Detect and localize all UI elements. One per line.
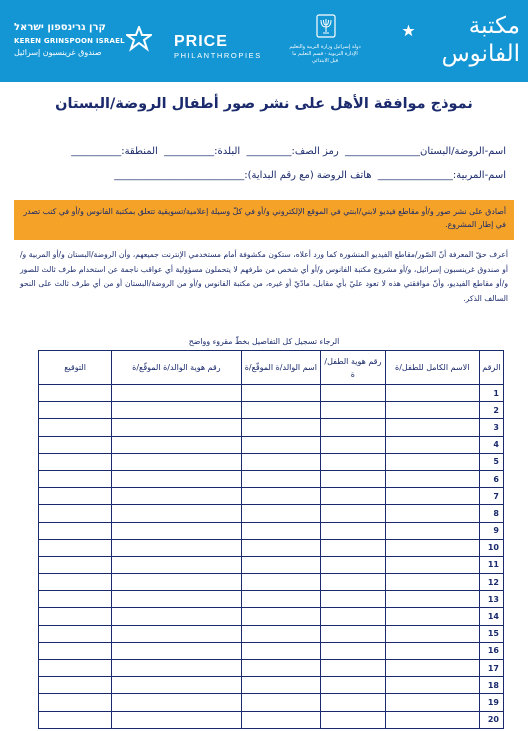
child-name-cell[interactable] [385,385,479,402]
child-id-cell[interactable] [321,522,386,539]
table-row [39,677,504,694]
signature-cell[interactable] [39,556,112,573]
child-name-cell[interactable] [385,505,479,522]
parent-name-cell[interactable] [241,591,320,608]
row-number: 19 [479,694,503,711]
row-number: 8 [479,505,503,522]
table-row [39,574,504,591]
fanoos-line1: مكتبة [468,13,520,39]
table-row [39,660,504,677]
parent-name-cell[interactable] [241,625,320,642]
consent-notice: أصادق على نشر صور و/أو مقاطع فيديو لابني/ابنتي في الموقع الإلكتروني و/أو في كلّ وسيلة إعلامية/تسويقية تتعلق بمكتبة الفانوس و/أو في كتب تصدر في إطار المشروع. [14,200,514,240]
parent-id-cell[interactable] [112,711,242,728]
price-logo-sub: PHILANTHROPIES [174,51,262,60]
signature-cell[interactable] [39,642,112,659]
row-number: 1 [479,385,503,402]
signature-cell[interactable] [39,694,112,711]
parent-name-cell[interactable] [241,522,320,539]
parent-name-cell[interactable] [241,453,320,470]
table-row [39,625,504,642]
page-title: نموذج موافقة الأهل على نشر صور أطفال الروضة/البستان [55,96,473,112]
parent-id-cell[interactable] [112,677,242,694]
parent-name-cell[interactable] [241,660,320,677]
child-id-cell[interactable] [321,453,386,470]
child-name-cell[interactable] [385,677,479,694]
row-number: 18 [479,677,503,694]
parent-name-cell[interactable] [241,677,320,694]
row-number: 11 [479,556,503,573]
child-id-cell[interactable] [321,711,386,728]
child-id-cell[interactable] [321,539,386,556]
star-icon [126,26,152,52]
child-name-cell[interactable] [385,539,479,556]
row-number: 16 [479,642,503,659]
table-header-row [39,351,504,385]
signature-cell[interactable] [39,625,112,642]
child-id-cell[interactable] [321,591,386,608]
signature-cell[interactable] [39,453,112,470]
child-id-cell[interactable] [321,385,386,402]
table-row [39,522,504,539]
parent-name-cell[interactable] [241,402,320,419]
parent-id-cell[interactable] [112,625,242,642]
keren-hebrew-name: קרן גרינספון ישראל [14,22,106,33]
header-signature: التوقيع [39,351,112,385]
signature-cell[interactable] [39,539,112,556]
star-icon [402,24,415,37]
signature-cell[interactable] [39,711,112,728]
table-row [39,642,504,659]
signature-cell[interactable] [39,402,112,419]
header-child-name: الاسم الكامل للطفل/ة [385,351,479,385]
parent-name-cell[interactable] [241,539,320,556]
parent-id-cell[interactable] [112,402,242,419]
row-number: 3 [479,419,503,436]
signature-cell[interactable] [39,608,112,625]
child-name-cell[interactable] [385,453,479,470]
parent-name-cell[interactable] [241,556,320,573]
signature-cell[interactable] [39,677,112,694]
child-name-cell[interactable] [385,402,479,419]
children-table [38,350,504,729]
child-name-cell[interactable] [385,608,479,625]
parent-name-cell[interactable] [241,385,320,402]
child-name-cell[interactable] [385,660,479,677]
signature-cell[interactable] [39,385,112,402]
row-number: 15 [479,625,503,642]
parent-name-cell[interactable] [241,488,320,505]
row-number: 12 [479,574,503,591]
table-row [39,402,504,419]
table-row [39,505,504,522]
child-id-cell[interactable] [321,642,386,659]
child-id-cell[interactable] [321,574,386,591]
table-row [39,470,504,487]
ministry-of-education-logo [288,14,362,72]
signature-cell[interactable] [39,574,112,591]
disclaimer-paragraph: أعرف حقّ المعرفة أنّ الصّور/مقاطع الفيديو المنشورة كما ورد أعلاه، ستكون مكشوفة أمام مستخدمي الإنترنت جميعهم، وأن الروضة/البستان و/أو المربية و/أو صندوق غرينسبون إسرائيل، و/أو مشروع مكتبة الفانوس و/أو أي شخص من طرفهم لا يتحملون مسؤولية أي عواقب ناجمة عن استخدام طرف ثالث للصور و/أو مقاطع الفيديو، وأنّ موافقتي هذه لا تعود عليّ بأي مقابل، مادّيّ أو غيره، من مكتبة الفانوس و/أو من الروضة/البستان أو من أي طرف ثالث على النحو السالف الذكر. [20,250,508,303]
parent-id-cell[interactable] [112,694,242,711]
child-id-cell[interactable] [321,402,386,419]
child-name-cell[interactable] [385,711,479,728]
child-name-cell[interactable] [385,642,479,659]
parent-name-cell[interactable] [241,694,320,711]
child-name-cell[interactable] [385,419,479,436]
row-number: 10 [479,539,503,556]
signature-cell[interactable] [39,488,112,505]
fanoos-logo-text [442,12,520,68]
parent-id-cell[interactable] [112,470,242,487]
child-name-cell[interactable] [385,625,479,642]
keren-grinspoon-logo [14,22,144,64]
row-number: 17 [479,660,503,677]
parent-id-cell[interactable] [112,539,242,556]
table-row [39,436,504,453]
header-number: الرقم [479,351,503,385]
parent-id-cell[interactable] [112,436,242,453]
row-number: 6 [479,470,503,487]
parent-name-cell[interactable] [241,642,320,659]
parent-name-cell[interactable] [241,574,320,591]
signature-cell[interactable] [39,522,112,539]
parent-id-cell[interactable] [112,660,242,677]
parent-id-cell[interactable] [112,488,242,505]
teacher-details-line[interactable]: اسم-المربية:_______________ هاتف الروضة (مع رقم البداية):__________________________ [114,170,506,181]
parent-name-cell[interactable] [241,436,320,453]
ministry-text: دولة إسرائيل وزارة التربية والتعليم الإدارة التربوية - قسم التعليم ما قبل الابتدائي [289,44,361,64]
table-row [39,385,504,402]
child-name-cell[interactable] [385,694,479,711]
parent-id-cell[interactable] [112,453,242,470]
child-id-cell[interactable] [321,677,386,694]
table-row [39,608,504,625]
fanoos-line2: الفانوس [441,41,520,67]
parent-id-cell[interactable] [112,556,242,573]
child-id-cell[interactable] [321,608,386,625]
signature-cell[interactable] [39,660,112,677]
parent-name-cell[interactable] [241,470,320,487]
parent-id-cell[interactable] [112,505,242,522]
price-philanthropies-logo [174,34,274,60]
child-name-cell[interactable] [385,556,479,573]
child-id-cell[interactable] [321,625,386,642]
row-number: 9 [479,522,503,539]
table-row [39,591,504,608]
row-number: 7 [479,488,503,505]
child-id-cell[interactable] [321,505,386,522]
row-number: 4 [479,436,503,453]
header-parent-id: رقم هوية الوالد/ة الموقّع/ة [112,351,242,385]
row-number: 5 [479,453,503,470]
parent-name-cell[interactable] [241,419,320,436]
child-id-cell[interactable] [321,488,386,505]
price-logo-main: PRICE [174,33,228,50]
child-name-cell[interactable] [385,591,479,608]
menorah-icon [316,14,336,38]
child-id-cell[interactable] [321,436,386,453]
table-row [39,453,504,470]
header-child-id: رقم هوية الطفل/ة [321,351,386,385]
keren-arabic-name: صندوق غرينسبون إسرائيل [14,48,102,57]
table-caption: الرجاء تسجيل كل التفاصيل بخطّ مقروء وواضح [188,337,340,346]
table-row [39,556,504,573]
signature-cell[interactable] [39,436,112,453]
table-row [39,488,504,505]
header-parent-name: اسم الوالد/ة الموقّع/ة [241,351,320,385]
parent-id-cell[interactable] [112,419,242,436]
parent-id-cell[interactable] [112,385,242,402]
child-name-cell[interactable] [385,522,479,539]
child-name-cell[interactable] [385,488,479,505]
row-number: 14 [479,608,503,625]
parent-id-cell[interactable] [112,642,242,659]
parent-name-cell[interactable] [241,608,320,625]
signature-cell[interactable] [39,470,112,487]
child-name-cell[interactable] [385,574,479,591]
signature-cell[interactable] [39,505,112,522]
row-number: 20 [479,711,503,728]
child-id-cell[interactable] [321,419,386,436]
child-name-cell[interactable] [385,436,479,453]
keren-english-name: KEREN GRINSPOON ISRAEL [14,37,125,45]
child-id-cell[interactable] [321,556,386,573]
parent-id-cell[interactable] [112,591,242,608]
child-id-cell[interactable] [321,470,386,487]
kindergarten-details-line[interactable]: اسم-الروضة/البستان_______________ رمز الصف:_________ البلدة:__________ المنطقة:__________ [71,146,506,157]
table-row [39,694,504,711]
child-name-cell[interactable] [385,470,479,487]
row-number: 13 [479,591,503,608]
parent-name-cell[interactable] [241,711,320,728]
table-row [39,539,504,556]
child-id-cell[interactable] [321,694,386,711]
signature-cell[interactable] [39,591,112,608]
parent-id-cell[interactable] [112,608,242,625]
fanoos-library-logo [400,10,520,76]
table-row [39,419,504,436]
parent-id-cell[interactable] [112,522,242,539]
parent-id-cell[interactable] [112,574,242,591]
parent-name-cell[interactable] [241,505,320,522]
child-id-cell[interactable] [321,660,386,677]
header-banner [0,0,528,82]
table-row [39,711,504,728]
signature-cell[interactable] [39,419,112,436]
row-number: 2 [479,402,503,419]
